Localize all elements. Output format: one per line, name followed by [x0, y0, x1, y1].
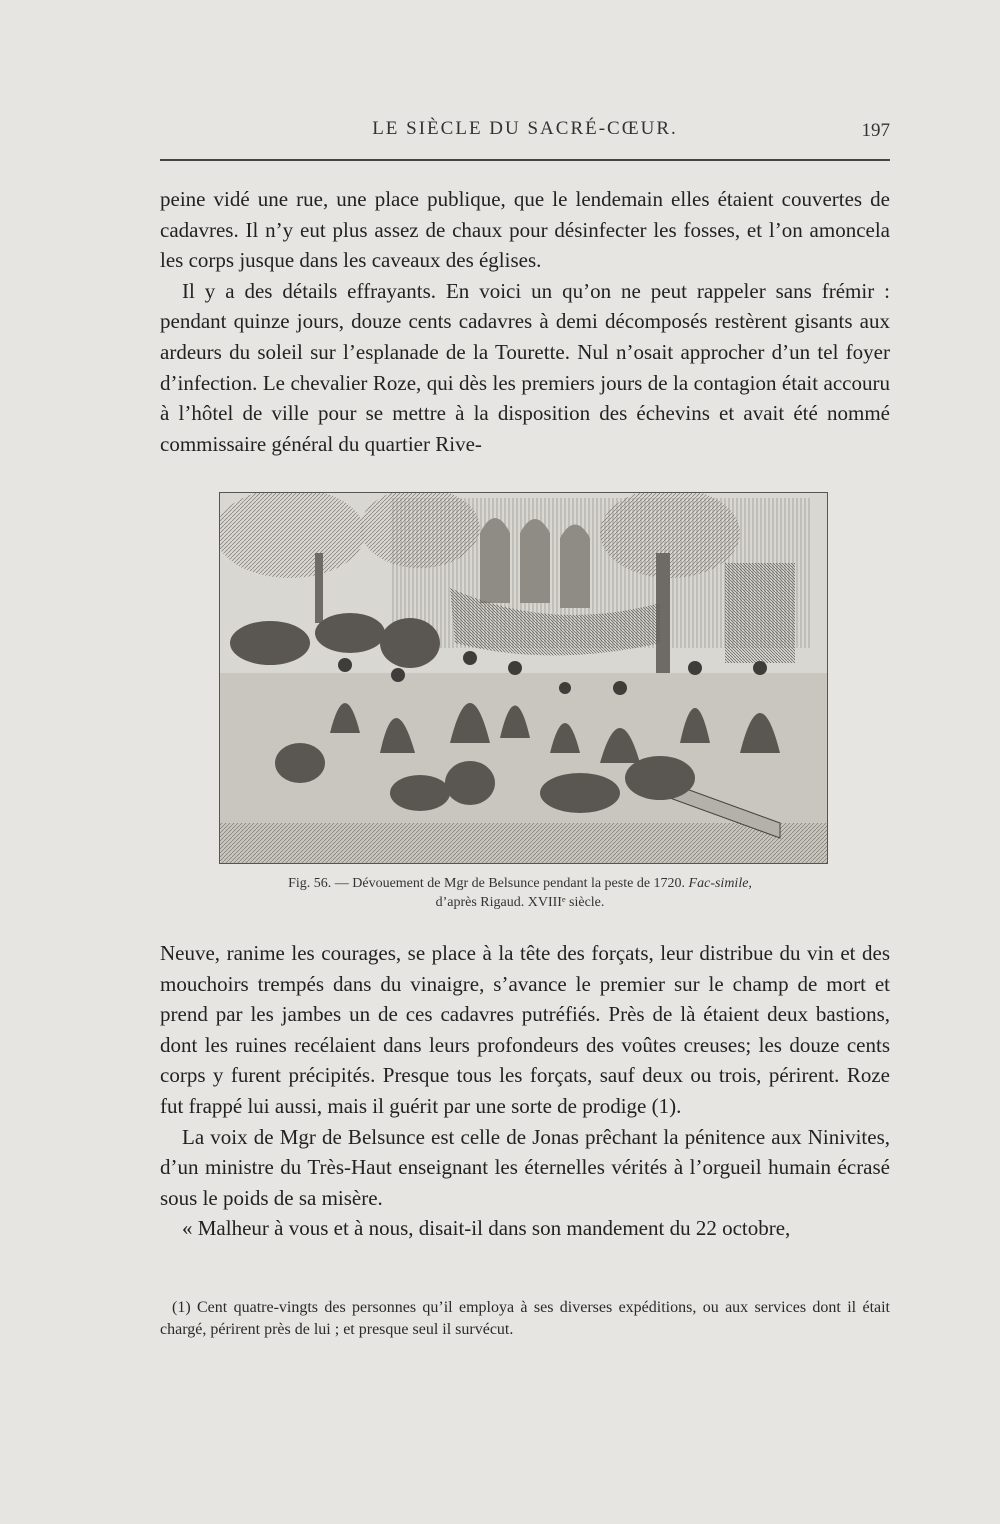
paragraph: peine vidé une rue, une place publique, que le lendemain elles étaient couvertes de cadavres. Il n’y eut plus assez de chaux pour désinfecter les fosses, et l’on amoncela les corps jusque dans les caveaux des églises. — [160, 187, 890, 273]
paragraph: Il y a des détails effrayants. En voici un qu’on ne peut rappeler sans frémir : pendant quinze jours, douze cents cadavres à demi décomposés restèrent gisants aux ardeurs du soleil sur l’esplanade de la Tourette. Nul n’osait approcher d’un tel foyer d’infection. Le chevalier Roze, qui dès les premiers jours de la contagion était accouru à l’hôtel de ville pour se mettre à la disposition des échevins et avait été nommé commissaire général du quartier Rive- — [160, 278, 890, 456]
caption-italic: Fac-simile, — [688, 876, 752, 891]
page-number: 197 — [861, 120, 890, 141]
body-text-bottom — [160, 938, 890, 1244]
footnote — [160, 1297, 890, 1341]
figure-caption — [200, 874, 840, 912]
paragraph: La voix de Mgr de Belsunce est celle de Jonas prêchant la pénitence aux Ninivites, d’un ministre du Très-Haut enseignant les éternelles vérités à l’orgueil humain écrasé sous le poids de sa misère. — [160, 1124, 890, 1210]
engraving-illustration — [219, 492, 828, 864]
footnote-text: (1) Cent quatre-vingts des personnes qu’il employa à ses diverses expéditions, ou aux services dont il était chargé, périrent près de lui ; et presque seul il survécut. — [160, 1299, 890, 1338]
paragraph: « Malheur à vous et à nous, disait-il dans son mandement du 22 octobre, — [182, 1216, 791, 1241]
caption-main: Fig. 56. — Dévouement de Mgr de Belsunce pendant la peste de 1720. — [288, 876, 686, 891]
running-title: LE SIÈCLE DU SACRÉ-CŒUR. — [372, 118, 678, 139]
caption-line-2: d’après Rigaud. XVIIIᵉ siècle. — [435, 895, 605, 910]
body-text-top — [160, 184, 890, 459]
paragraph: Neuve, ranime les courages, se place à la tête des forçats, leur distribue du vin et des mouchoirs trempés dans du vinaigre, s’avance le premier sur le champ de mort et prend par les jambes un de ces cadavres putréfiés. Près de là étaient deux bastions, dont les ruines recélaient dans leurs profondeurs des voûtes creuses; les douze cents corps y furent précipités. Presque tous les forçats, sauf deux ou trois, périrent. Roze fut frappé lui aussi, mais il guérit par une sorte de prodige (1). — [160, 941, 890, 1118]
caption-line-1 — [200, 874, 840, 893]
header-rule — [160, 159, 890, 161]
running-head — [160, 118, 890, 148]
